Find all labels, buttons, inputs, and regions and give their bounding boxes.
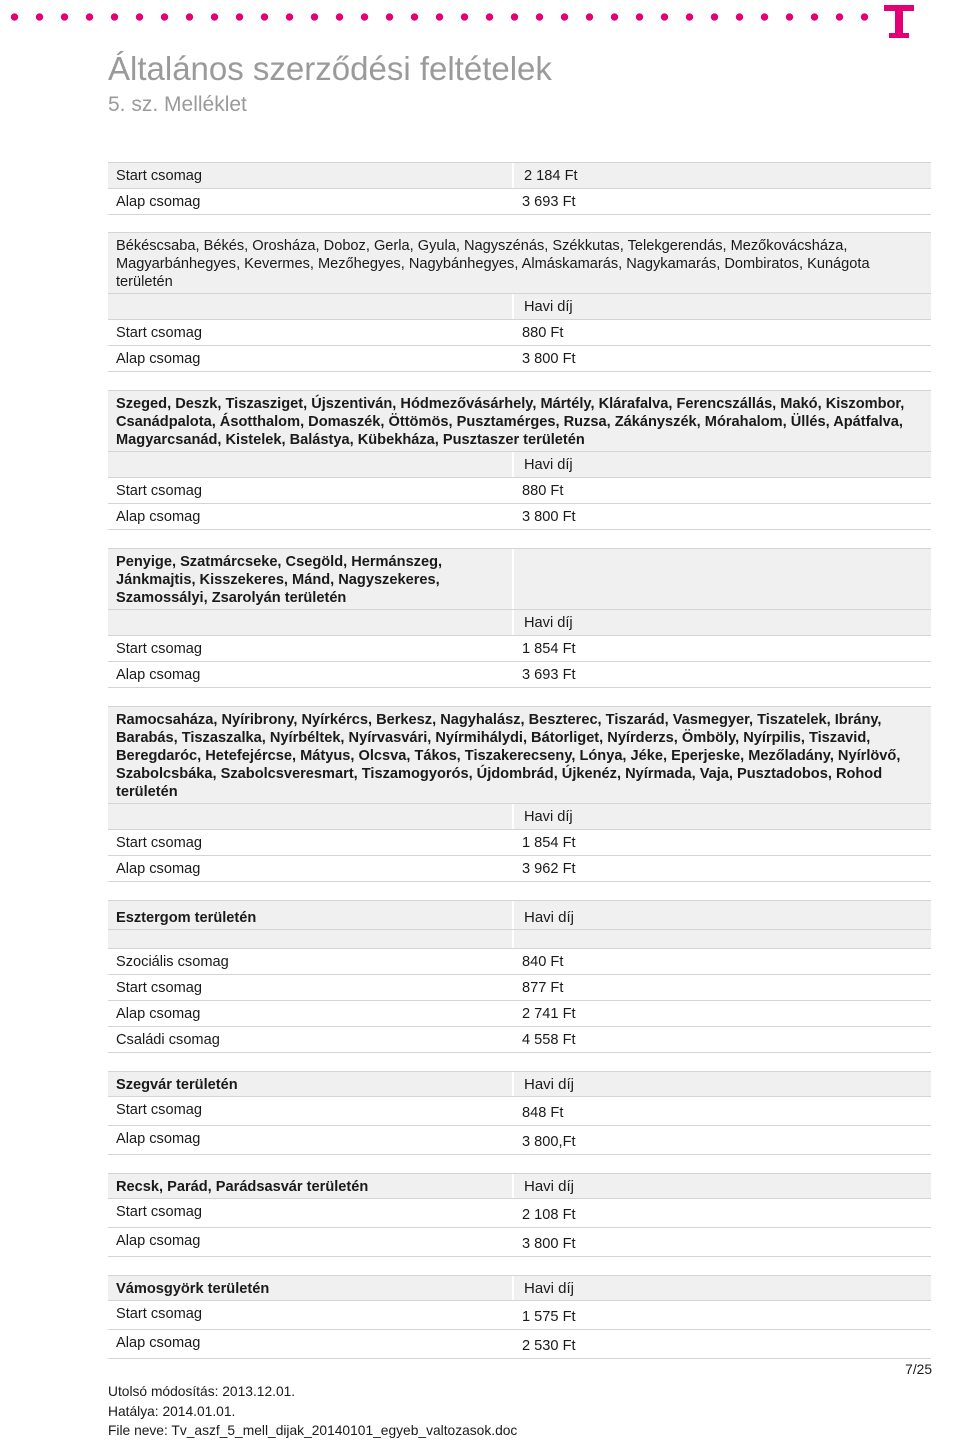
price-row [108, 855, 931, 882]
price-tables [108, 162, 931, 1377]
price-row [108, 1198, 931, 1227]
package-price: 3 800 Ft [522, 509, 576, 525]
package-name: Alap csomag [116, 351, 201, 367]
header-row [108, 609, 931, 635]
package-price: 3 800 Ft [522, 351, 576, 367]
area-title: Szegvár területén [116, 1077, 238, 1093]
header-row [108, 293, 931, 319]
area-title-row [108, 1173, 931, 1198]
price-row [108, 635, 931, 661]
package-price: 4 558 Ft [522, 1032, 576, 1048]
effective-date: Hatálya: 2014.01.01. [108, 1403, 236, 1419]
document-footer [108, 1382, 517, 1441]
monthly-fee-header: Havi díj [512, 901, 931, 929]
price-row [108, 1227, 931, 1257]
price-row [108, 1125, 931, 1155]
package-price: 2 108 Ft [522, 1207, 576, 1223]
package-name: Családi csomag [116, 1032, 220, 1048]
price-section-3 [108, 548, 931, 688]
package-name: Alap csomag [116, 1131, 201, 1147]
package-price: 880 Ft [522, 483, 564, 499]
monthly-fee-header: Havi díj [512, 804, 931, 829]
package-name: Start csomag [116, 641, 202, 657]
price-row [108, 1329, 931, 1359]
package-price: 848 Ft [522, 1105, 564, 1121]
price-row [108, 188, 931, 215]
header-row [108, 451, 931, 477]
price-row [108, 345, 931, 372]
package-price: 2 184 Ft [512, 163, 931, 188]
price-section-4 [108, 706, 931, 882]
page-number: 7/25 [905, 1362, 932, 1377]
price-row [108, 1096, 931, 1125]
package-price: 840 Ft [522, 954, 564, 970]
price-section-6 [108, 1071, 931, 1155]
price-row [108, 477, 931, 503]
header-row [108, 803, 931, 829]
monthly-fee-header: Havi díj [512, 1174, 931, 1198]
price-section-8 [108, 1275, 931, 1359]
package-price: 3 800 Ft [522, 1236, 576, 1252]
package-name: Alap csomag [116, 667, 201, 683]
telekom-t-logo [884, 2, 914, 42]
price-row [108, 829, 931, 855]
package-name: Start csomag [116, 1204, 202, 1220]
package-name: Alap csomag [116, 861, 201, 877]
monthly-fee-header: Havi díj [512, 1276, 931, 1300]
area-title: Békéscsaba, Békés, Orosháza, Doboz, Gerla, Gyula, Nagyszénás, Székkutas, Telekgerendás, Mezőkovácsháza, Magyarbánhegyes, Kevermes, Mezőhegyes, Nagybánhegyes, Almáskamarás, Nagykamarás, Dombiratos, Kunágota területén [108, 232, 931, 293]
package-price: 3 962 Ft [522, 861, 576, 877]
area-title-row [108, 1071, 931, 1096]
package-name: Alap csomag [116, 1006, 201, 1022]
area-title-row [108, 900, 931, 929]
price-row [108, 948, 931, 974]
price-section-0 [108, 162, 931, 215]
package-name: Start csomag [108, 163, 512, 188]
document-title: Általános szerződési feltételek [108, 50, 552, 87]
area-title-row [108, 548, 931, 609]
brand-dot-strip [0, 12, 880, 22]
monthly-fee-header: Havi díj [512, 1072, 931, 1096]
package-price: 880 Ft [522, 325, 564, 341]
price-section-7 [108, 1173, 931, 1257]
area-title-row [108, 1275, 931, 1300]
package-name: Start csomag [116, 835, 202, 851]
monthly-fee-header: Havi díj [512, 294, 931, 319]
price-row [108, 503, 931, 530]
price-section-1 [108, 232, 931, 372]
package-price: 1 854 Ft [522, 835, 576, 851]
monthly-fee-header: Havi díj [512, 610, 931, 635]
package-name: Alap csomag [116, 509, 201, 525]
price-row [108, 1026, 931, 1053]
package-price: 1 854 Ft [522, 641, 576, 657]
package-name: Start csomag [116, 1306, 202, 1322]
package-name: Szociális csomag [116, 954, 229, 970]
package-name: Alap csomag [116, 1233, 201, 1249]
price-section-2 [108, 390, 931, 530]
area-title: Recsk, Parád, Parádsasvár területén [116, 1179, 369, 1195]
price-row [108, 661, 931, 688]
price-row [108, 1000, 931, 1026]
file-name: File neve: Tv_aszf_5_mell_dijak_20140101_egyeb_valtozasok.doc [108, 1423, 518, 1438]
package-name: Start csomag [116, 325, 202, 341]
price-row [108, 1300, 931, 1329]
package-price: 877 Ft [522, 980, 564, 996]
area-title: Szeged, Deszk, Tiszasziget, Újszentiván, Hódmezővásárhely, Mártély, Klárafalva, Ferencszállás, Makó, Kiszombor, Csanádpalota, Ásotthalom, Domaszék, Öttömös, Pusztamérges, Ruzsa, Zákányszék, Mórahalom, Üllés, Apátfalva, Magyarcsanád, Kistelek, Balástya, Kübekháza, Pusztaszer területén [108, 390, 931, 451]
area-title: Esztergom területén [116, 910, 257, 926]
price-section-5 [108, 900, 931, 1053]
package-price: 3 800,Ft [522, 1134, 576, 1150]
package-price: 3 693 Ft [522, 667, 576, 683]
area-title: Vámosgyörk területén [116, 1281, 270, 1297]
last-modified: Utolsó módosítás: 2013.12.01. [108, 1384, 296, 1399]
package-price: 1 575 Ft [522, 1309, 576, 1325]
package-price: 2 530 Ft [522, 1338, 576, 1354]
package-name: Start csomag [116, 483, 202, 499]
package-price: 2 741 Ft [522, 1006, 576, 1022]
price-row [108, 974, 931, 1000]
area-title: Penyige, Szatmárcseke, Csegöld, Hermánszeg, Jánkmajtis, Kisszekeres, Mánd, Nagyszekeres, Szamossályi, Zsarolyán területén [116, 554, 443, 606]
package-name: Alap csomag [116, 1335, 201, 1351]
monthly-fee-header: Havi díj [512, 452, 931, 477]
price-row [108, 319, 931, 345]
package-name: Start csomag [116, 1102, 202, 1118]
package-name: Start csomag [116, 980, 202, 996]
document-subtitle: 5. sz. Melléklet [108, 93, 247, 116]
package-price: 3 693 Ft [522, 194, 576, 210]
area-title: Ramocsaháza, Nyíribrony, Nyírkércs, Berkesz, Nagyhalász, Beszterec, Tiszarád, Vasmegyer, Tiszatelek, Ibrány, Barabás, Tiszaszalka, Nyírbéltek, Nyírvasvári, Nyírmihálydi, Bátorliget, Nyírderzs, Ömböly, Nyírpilis, Tiszavid, Beregdaróc, Hetefejércse, Mátyus, Olcsva, Tákos, Tiszakerecseny, Lónya, Jéke, Eperjeske, Mezőladány, Nyírlövő, Szabolcsbáka, Szabolcsveresmart, Tiszamogyorós, Újdombrád, Újkenéz, Nyírmada, Vaja, Pusztadobos, Rohod területén [108, 706, 931, 803]
package-name: Alap csomag [116, 194, 201, 210]
price-row [108, 162, 931, 188]
